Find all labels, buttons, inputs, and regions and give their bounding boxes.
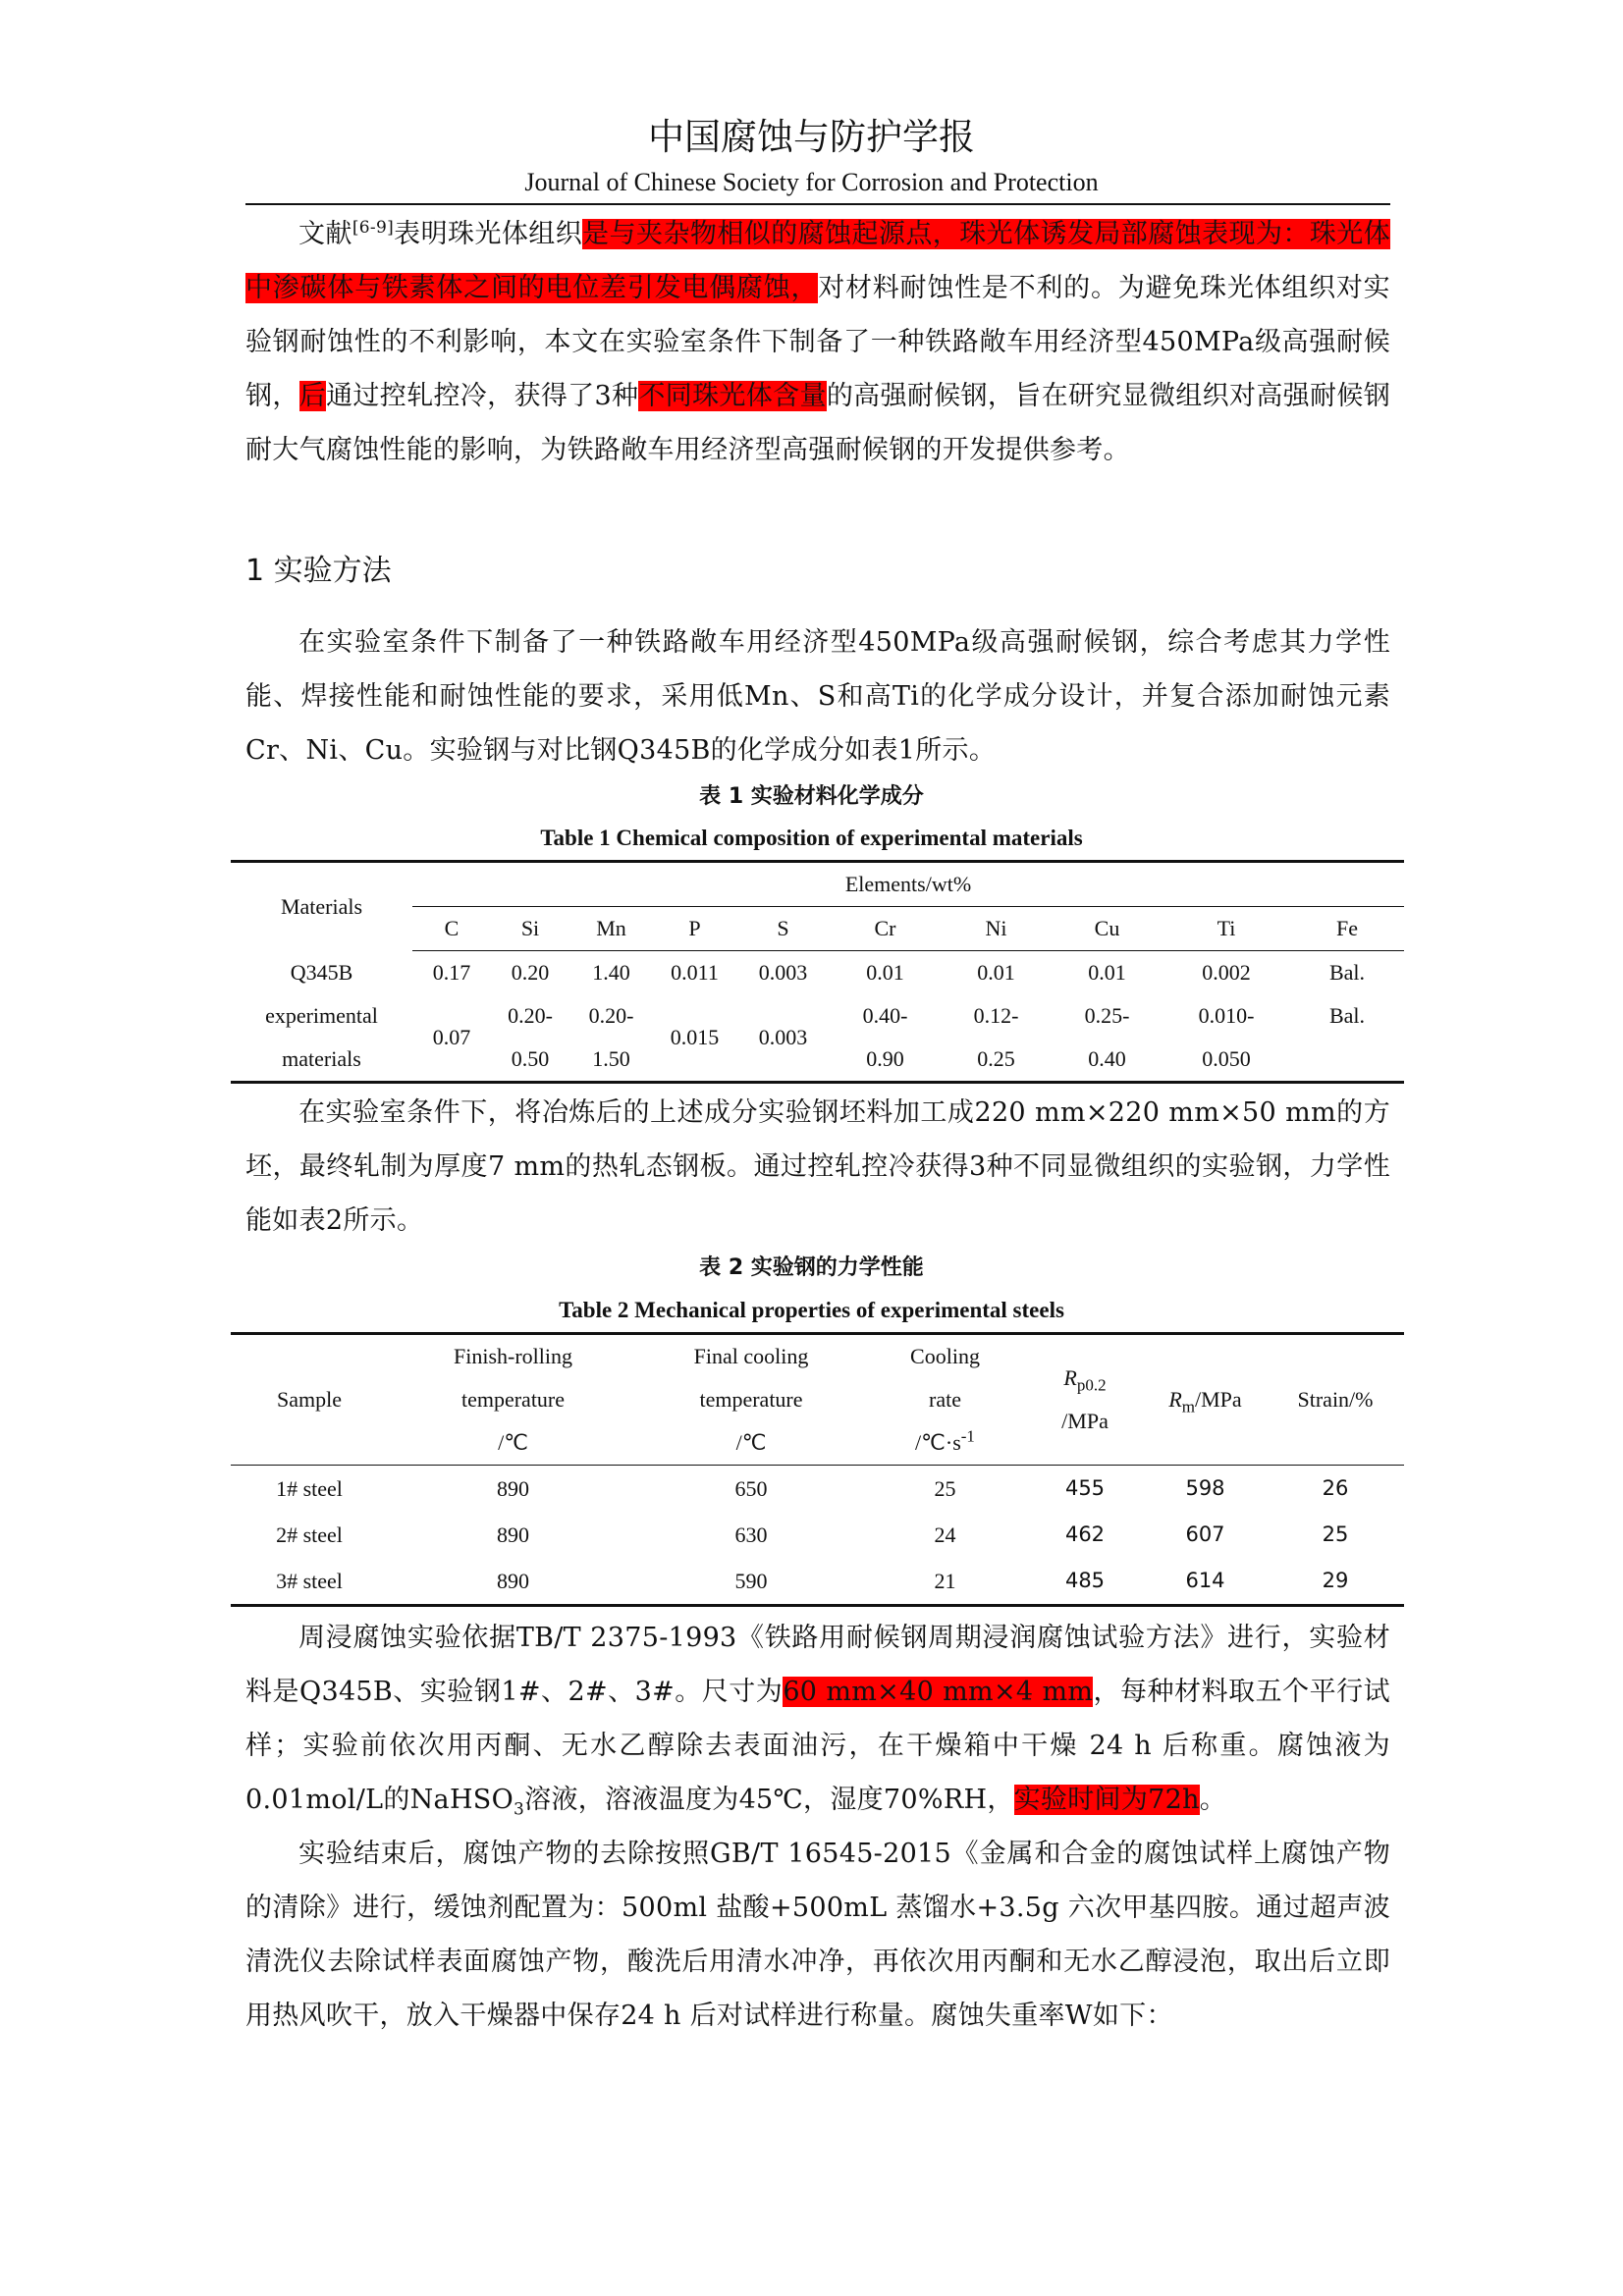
table1-header-materials: Materials [280, 893, 363, 919]
table1-cell: 0.20 [511, 960, 550, 985]
table1-range-start: 0.25- [1084, 1003, 1130, 1028]
table1-cell [491, 994, 569, 1083]
table2-cell: 25 [1322, 1522, 1349, 1546]
table1-header-element: Cr [830, 907, 941, 951]
table2-cell: 590 [734, 1569, 768, 1593]
table2-header-unit: /MPa [1061, 1409, 1109, 1433]
table1-range-start: 0.12- [973, 1003, 1019, 1028]
table2-cell: 29 [1322, 1569, 1349, 1592]
header-divider [245, 203, 1390, 205]
table1-cell: Bal. [1328, 960, 1366, 985]
table2-header-unit: /MPa [1195, 1387, 1242, 1412]
highlight-pearlite-corrosion: 是与夹杂物相似的腐蚀起源点，珠光体诱发局部腐蚀表现为：珠光体中渗碳体与铁素体之间的电位差引发电偶腐蚀， [245, 219, 1390, 303]
table1-cell: Q345B [290, 959, 353, 985]
journal-title-cn: 中国腐蚀与防护学报 [648, 116, 975, 158]
table1-cell: 0.01 [1088, 960, 1126, 985]
table1-name-line1: experimental [265, 1003, 378, 1028]
table1-range-end: 0.40 [1088, 1046, 1126, 1071]
table2-row [231, 1558, 1404, 1606]
table2-header-cooling-rate [864, 1334, 1026, 1466]
intro-text-a: 表明珠光体组织 [394, 219, 583, 249]
table2-header-sup: -1 [960, 1426, 975, 1446]
table1-name-line2: materials [282, 1046, 361, 1071]
table2-header-sub: p0.2 [1076, 1375, 1107, 1395]
table2-cell: 24 [934, 1522, 956, 1547]
journal-title-en: Journal of Chinese Society for Corrosion and Protection [524, 168, 1099, 196]
table1-cell: 0.003 [758, 1025, 808, 1049]
table1-header-element: P [653, 907, 736, 951]
table1-range-start: 0.40- [862, 1003, 908, 1028]
table1-cell [830, 994, 941, 1083]
table1-header-element: Mn [569, 907, 653, 951]
table2-header-line: /℃ [498, 1430, 528, 1455]
p4-subscript: 3 [514, 1799, 525, 1820]
table2-cell: 455 [1064, 1476, 1106, 1500]
table2-cell: 598 [1185, 1476, 1225, 1500]
table1-range-start: 0.20- [508, 1003, 553, 1028]
methods-paragraph-1: 在实验室条件下制备了一种铁路敞车用经济型450MPa级高强耐候钢，综合考虑其力学性能、焊接性能和耐蚀性能的要求，采用低Mn、S和高Ti的化学成分设计，并复合添加耐蚀元素Cr、Ni、Cu。实验钢与对比钢Q345B的化学成分如表1所示。 [245, 627, 1390, 766]
p4-text-b: ，每种材料取五个平行试样；实验前依次用丙酮、无水乙醇除去表面油污，在干燥箱中干燥 24 h 后称重。腐蚀液为0.01mol/L的NaHSO [245, 1677, 1390, 1815]
table-chemical-composition [231, 860, 1404, 1084]
table1-cell [941, 994, 1052, 1083]
table2-cell: 650 [734, 1476, 768, 1501]
table2-cell: 630 [734, 1522, 768, 1547]
table2-cell: 1# steel [276, 1476, 343, 1501]
table2-caption-en: Table 2 Mechanical properties of experimental steels [559, 1298, 1064, 1322]
table1-cell: 0.003 [758, 960, 808, 985]
table2-cell: 3# steel [276, 1569, 343, 1593]
p4-text-c: 溶液，溶液温度为45℃，湿度70%RH， [524, 1785, 1014, 1815]
table1-row-experimental [231, 994, 1404, 1083]
table1-cell: Bal. [1328, 1003, 1366, 1028]
table1-header-element: S [736, 907, 830, 951]
p4-text-a: 周浸腐蚀实验依据TB/T 2375-1993《铁路用耐候钢周期浸润腐蚀试验方法》进行，实验材料是Q345B、实验钢1#、2#、3#。尺寸为 [245, 1623, 1390, 1707]
table1-header-elements: Elements/wt% [412, 862, 1404, 907]
table2-header-rm [1144, 1334, 1267, 1466]
intro-text-pre: 文献 [298, 219, 352, 249]
table1-caption-cn: 表 1 实验材料化学成分 [699, 784, 924, 809]
table1-row-q345b [231, 951, 1404, 995]
table1-range-start: 0.20- [588, 1003, 634, 1028]
table2-header-rp02 [1026, 1334, 1144, 1466]
highlight-hou: 后 [298, 381, 327, 411]
table1-range-end: 0.25 [977, 1046, 1015, 1071]
table1-cell: 0.01 [866, 960, 904, 985]
table2-cell: 485 [1064, 1569, 1106, 1592]
table1-header-element: Ni [941, 907, 1052, 951]
table1-cell: 0.01 [977, 960, 1015, 985]
table2-cell: 21 [934, 1569, 956, 1593]
table-mechanical-properties [231, 1332, 1404, 1607]
table2-header-sub: m [1181, 1397, 1195, 1416]
table1-caption-en: Table 1 Chemical composition of experimental materials [540, 826, 1083, 850]
table2-row [231, 1512, 1404, 1558]
table2-caption-cn: 表 2 实验钢的力学性能 [699, 1255, 924, 1280]
table2-header-strain: Strain/% [1267, 1334, 1404, 1466]
table2-cell: 890 [497, 1476, 529, 1501]
table2-header-line: /℃ [735, 1430, 767, 1455]
table1-header-element: Ti [1163, 907, 1290, 951]
table1-header-element: Si [491, 907, 569, 951]
table1-cell [1163, 994, 1290, 1083]
table1-range-end: 0.90 [866, 1046, 904, 1071]
intro-text-c: 通过控轧控冷，获得了3种 [326, 381, 639, 411]
table2-cell: 607 [1185, 1522, 1225, 1546]
table2-header-line: rate [929, 1387, 961, 1412]
table2-header-line: Final cooling [693, 1344, 809, 1368]
table2-header-line: /℃·s [915, 1430, 961, 1455]
methods-paragraph-2: 在实验室条件下，将冶炼后的上述成分实验钢坯料加工成220 mm×220 mm×50 mm的方坯，最终轧制为厚度7 mm的热轧态钢板。通过控轧控冷获得3种不同显微组织的实验钢，力学性能如表2所示。 [245, 1097, 1390, 1236]
table1-cell: 0.002 [1202, 960, 1251, 985]
table1-cell: 1.40 [592, 960, 630, 985]
table2-header-r: R [1168, 1387, 1182, 1412]
section-heading-methods: 1 实验方法 [245, 554, 392, 588]
table1-cell: 0.011 [671, 960, 719, 985]
intro-text-b: 对材料耐蚀性是不利的。为避免珠光体组织对实验钢耐蚀性的不利影响，本文在实验室条件下制备了一种铁路敞车用经济型450MPa级高强耐候钢， [245, 273, 1390, 411]
methods-paragraph-3 [245, 1611, 1390, 1827]
table1-cell: 0.17 [432, 960, 471, 985]
table1-range-end: 0.50 [511, 1046, 550, 1071]
table1-range-start: 0.010- [1198, 1003, 1255, 1028]
table1-range-end: 0.050 [1202, 1046, 1251, 1071]
table2-header-line: Finish-rolling [453, 1344, 572, 1368]
table2-header-line: temperature [699, 1387, 803, 1412]
table2-row [231, 1466, 1404, 1513]
table1-header-element: C [412, 907, 491, 951]
intro-citation: [6-9] [352, 218, 395, 238]
table2-cell: 462 [1064, 1522, 1106, 1546]
table1-cell [1052, 994, 1163, 1083]
table1-header-element: Cu [1052, 907, 1163, 951]
highlight-pearlite-content: 不同珠光体含量 [638, 381, 827, 411]
table2-header-line: temperature [460, 1387, 566, 1412]
table1-header-element: Fe [1290, 907, 1404, 951]
highlight-test-time: 实验时间为72h [1013, 1785, 1200, 1815]
table1-cell: 0.015 [670, 1025, 720, 1049]
table2-cell: 890 [497, 1522, 529, 1547]
table1-cell [569, 994, 653, 1083]
table1-cell-name [231, 994, 412, 1083]
table2-header-line: Cooling [910, 1344, 980, 1368]
highlight-sample-size: 60 mm×40 mm×4 mm [783, 1677, 1094, 1707]
table1-cell: 0.07 [432, 1025, 471, 1049]
table2-cell: 890 [497, 1569, 529, 1593]
table2-cell: 25 [934, 1476, 956, 1501]
intro-paragraph [245, 207, 1390, 477]
methods-paragraph-4: 实验结束后，腐蚀产物的去除按照GB/T 16545-2015《金属和合金的腐蚀试样上腐蚀产物的清除》进行，缓蚀剂配置为：500ml 盐酸+500mL 蒸馏水+3.5g 六次甲基四胺。通过超声波清洗仪去除试样表面腐蚀产物，酸洗后用清水冲净，再依次用丙酮和无水乙醇浸泡，取出后立即用热风吹干，放入干燥器中保存24 h 后对试样进行称量。腐蚀失重率W如下： [245, 1839, 1390, 2031]
table2-header-final-cooling [638, 1334, 864, 1466]
table2-cell: 2# steel [276, 1522, 343, 1547]
table2-header-finish-rolling [388, 1334, 638, 1466]
table2-header-sample: Sample [231, 1334, 388, 1466]
table2-cell: 26 [1322, 1476, 1349, 1500]
intro-text-d: 的高强耐候钢，旨在研究显微组织对高强耐候钢耐大气腐蚀性能的影响，为铁路敞车用经济型高强耐候钢的开发提供参考。 [245, 381, 1391, 465]
table2-cell: 614 [1185, 1569, 1225, 1592]
table2-header-r: R [1063, 1365, 1077, 1390]
table1-range-end: 1.50 [592, 1046, 630, 1071]
p4-text-d: 。 [1199, 1785, 1227, 1815]
